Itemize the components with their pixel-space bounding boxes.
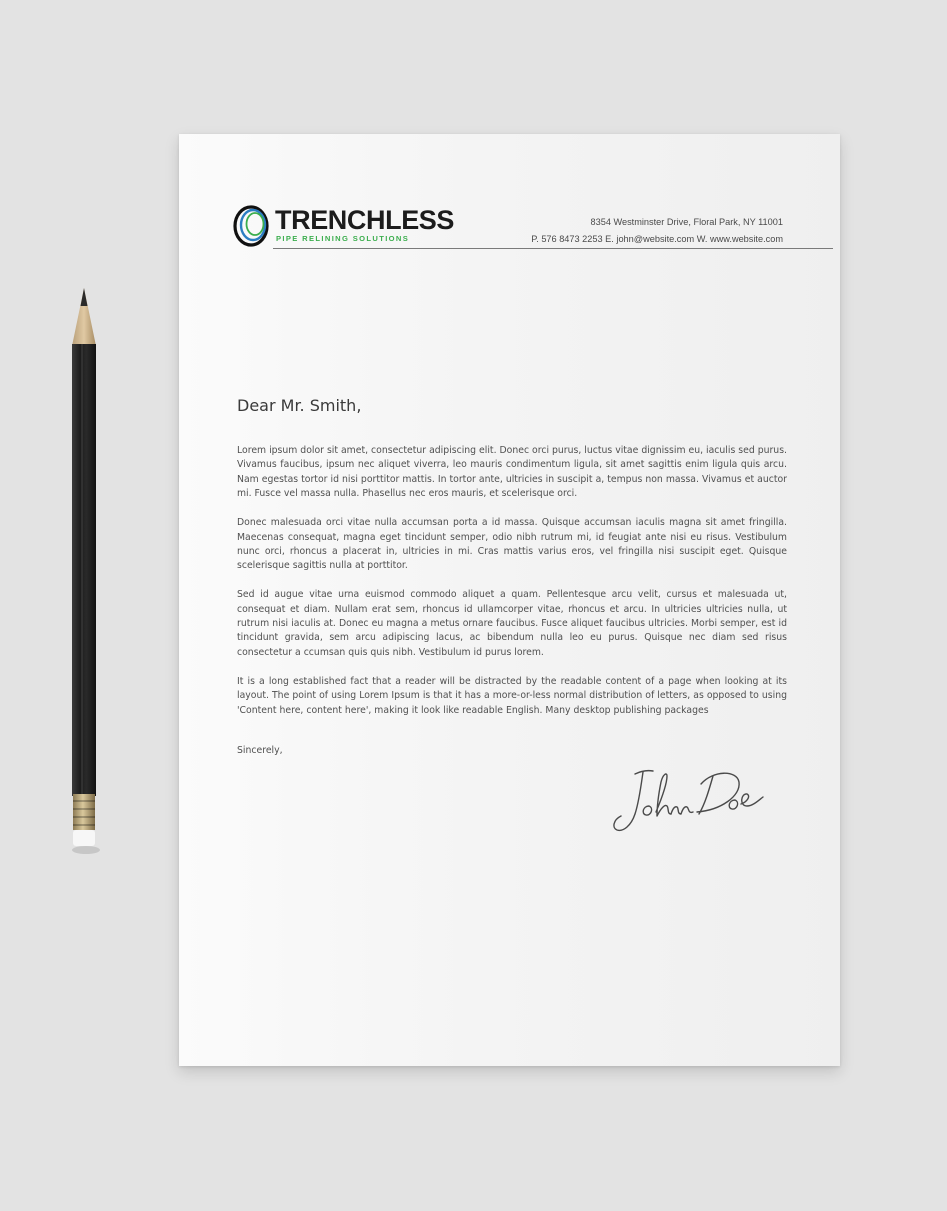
letter-body <box>237 444 787 733</box>
contact-line: P. 576 8473 2253 E. john@website.com W. www.website.com <box>531 233 783 244</box>
brand-name: TRENCHLESS <box>275 205 455 235</box>
body-paragraph: Sed id augue vitae urna euismod commodo aliquet a quam. Pellentesque arcu velit, cursus et malesuada ut, consequat et diam. Nullam erat sem, rhoncus id ullamcorper vitae, rhoncus et arcu. In ultricies ultricies nulla, ut rutrum nisi iaculis at. Donec eu magna a metus ornare faucibus. Fusce aliquet faucibus ultricies. Morbi semper, est id tincidunt gravida, sem arcu adipiscing lacus, ac bibendum nulla leo eu purus. Quisque nec diam sed risus consectetur a ccumsan quis quis nibh. Vestibulum id purus lorem. <box>237 589 787 658</box>
address-line: 8354 Westminster Drive, Floral Park, NY 11001 <box>590 217 783 227</box>
letterhead-page <box>179 134 840 1066</box>
letter-greeting: Dear Mr. Smith, <box>237 396 362 415</box>
signature-john-doe <box>609 762 779 838</box>
pencil-icon <box>64 288 104 858</box>
body-paragraph: Lorem ipsum dolor sit amet, consectetur adipiscing elit. Donec orci purus, luctus vitae dignissim eu, iaculis sed purus. Vivamus faucibus, ipsum nec aliquet viverra, leo mauris condimentum ligula, sit amet sagittis enim ligula quis arcu. Nam egestas tortor id nisi porttitor mattis. In tortor ante, ultricies in suscipit a, tempus non massa. Vivamus et auctor mi. Fusce vel massa nulla. Phasellus nec eros mauris, et scelerisque orci. <box>237 445 787 500</box>
letterhead-header <box>233 204 783 250</box>
brand-tagline: PIPE RELINING SOLUTIONS <box>276 234 410 243</box>
header-divider <box>273 248 833 249</box>
body-paragraph: It is a long established fact that a reader will be distracted by the readable content of a page when looking at its layout. The point of using Lorem Ipsum is that it has a more-or-less normal distribution of letters, as opposed to using 'Content here, content here', making it look like readable English. Many desktop publishing packages <box>237 675 787 716</box>
concentric-rings-logo-icon <box>233 204 271 248</box>
letter-closing: Sincerely, <box>237 745 283 756</box>
contact-block <box>531 214 783 247</box>
body-paragraph: Donec malesuada orci vitae nulla accumsan porta a id massa. Quisque accumsan iaculis magna sit amet fringilla. Maecenas consequat, magna eget tincidunt semper, odio nibh rutrum mi, id feugiat ante nisi eu risus. Vestibulum nunc orci, rhoncus a placerat in, ultricies in mi. Cras mattis varius eros, vel fringilla nisi suscipit eget. Quisque scelerisque sagittis nulla at porttitor. <box>237 517 787 572</box>
